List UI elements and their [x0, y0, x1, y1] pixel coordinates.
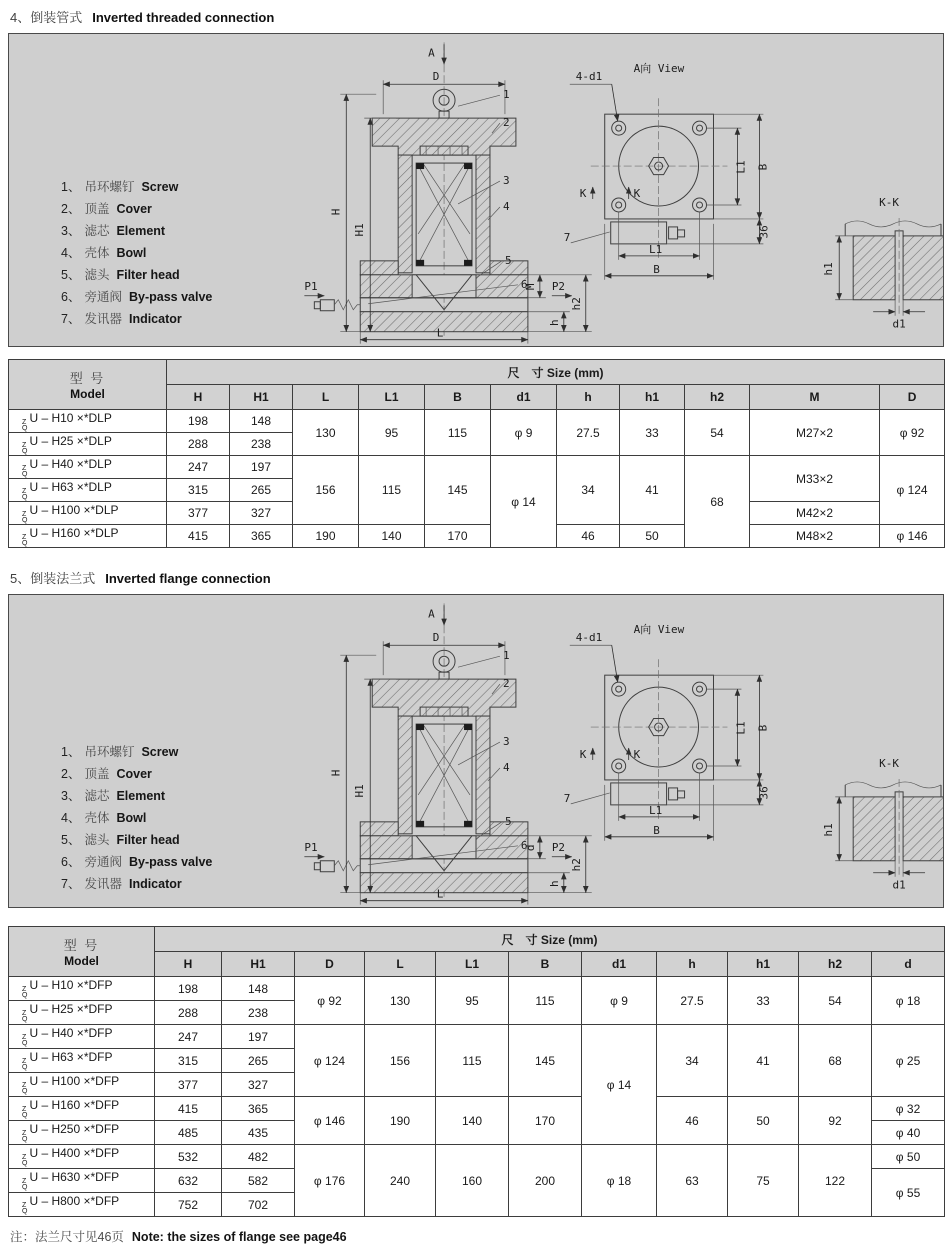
- col-header: L: [293, 385, 359, 410]
- model-cell: Z Q U – H25 ×*DLP: [9, 433, 167, 456]
- table-row: Z Q U – H160 ×*DLP 415 365 190 140 170 46 50 M48×2 φ 146: [9, 525, 945, 548]
- model-cell: Z Q U – H63 ×*DLP: [9, 479, 167, 502]
- parts-item: 4、 壳体 Bowl: [61, 246, 147, 260]
- model-cell: Z Q U – H100 ×*DLP: [9, 502, 167, 525]
- footnote-zh: 注：法兰尺寸见46页: [10, 1230, 124, 1244]
- col-header: M: [750, 385, 880, 410]
- parts-item: 1、 吊环螺钉 Screw: [61, 745, 179, 759]
- svg-text:B: B: [653, 823, 660, 837]
- parts-item: 2、 顶盖 Cover: [61, 202, 152, 216]
- svg-text:K: K: [579, 186, 587, 200]
- col-header: h2: [799, 952, 872, 977]
- svg-text:6: 6: [520, 277, 528, 291]
- svg-text:A向 View: A向 View: [633, 62, 685, 76]
- svg-text:h2: h2: [569, 858, 583, 872]
- col-header: H: [155, 952, 222, 977]
- model-cell: Z Q U – H160 ×*DFP: [9, 1097, 155, 1121]
- table-row: Z Q U – H630 ×*DFP 632 582 φ 55: [9, 1169, 945, 1193]
- svg-text:A: A: [428, 46, 435, 60]
- model-cell: Z Q U – H100 ×*DFP: [9, 1073, 155, 1097]
- col-header: H: [167, 385, 230, 410]
- svg-text:P2: P2: [551, 840, 566, 854]
- col-header: h1: [728, 952, 799, 977]
- svg-text:h: h: [547, 319, 561, 327]
- svg-text:P2: P2: [551, 279, 566, 293]
- size-header: 尺 寸 Size (mm): [167, 360, 945, 385]
- svg-text:B: B: [653, 262, 660, 276]
- col-header: h1: [620, 385, 685, 410]
- svg-text:M: M: [523, 283, 537, 291]
- col-header: L: [365, 952, 436, 977]
- col-header: h: [657, 952, 728, 977]
- parts-list: [61, 745, 212, 899]
- svg-text:5: 5: [504, 814, 512, 828]
- svg-text:A向 View: A向 View: [633, 623, 685, 637]
- svg-text:L1: L1: [649, 242, 663, 256]
- svg-text:H1: H1: [353, 223, 367, 237]
- svg-text:7: 7: [563, 791, 571, 805]
- model-cell: Z Q U – H40 ×*DFP: [9, 1025, 155, 1049]
- section5-title-en: Inverted flange connection: [105, 571, 271, 586]
- footnote-en: Note: the sizes of flange see page46: [131, 1230, 347, 1244]
- table-row: Z Q U – H25 ×*DFP 288 238: [9, 1001, 945, 1025]
- svg-text:H: H: [329, 208, 343, 216]
- svg-text:B: B: [756, 724, 770, 732]
- svg-text:3: 3: [502, 735, 510, 749]
- table-row: Z Q U – H63 ×*DFP 315 265: [9, 1049, 945, 1073]
- table-row: Z Q U – H160 ×*DFP 415 365 φ 146 190 140 170 46 50 92 φ 32: [9, 1097, 945, 1121]
- table-row: Z Q U – H100 ×*DFP 377 327: [9, 1073, 945, 1097]
- svg-text:h: h: [547, 880, 561, 888]
- parts-item: 7、 发讯器 Indicator: [61, 312, 182, 326]
- table-row: Z Q U – H10 ×*DLP 198 148 130 95 115 φ 9 27.5 33 54 M27×2 φ 92: [9, 410, 945, 433]
- table-row: Z Q U – H63 ×*DLP 315 265: [9, 479, 945, 502]
- col-header: L1: [359, 385, 425, 410]
- col-header: H1: [222, 952, 295, 977]
- col-header: d: [872, 952, 945, 977]
- model-cell: Z Q U – H40 ×*DLP: [9, 456, 167, 479]
- model-cell: Z Q U – H630 ×*DFP: [9, 1169, 155, 1193]
- svg-text:P1: P1: [304, 840, 318, 854]
- svg-text:H: H: [329, 769, 343, 777]
- model-header: 型 号 Model: [9, 360, 167, 410]
- table-row: Z Q U – H800 ×*DFP 752 702: [9, 1193, 945, 1217]
- parts-item: 2、 顶盖 Cover: [61, 767, 152, 781]
- section5-title: [10, 568, 944, 587]
- svg-text:d1: d1: [892, 878, 906, 892]
- col-header: B: [509, 952, 582, 977]
- svg-text:h1: h1: [822, 262, 836, 276]
- table-row: Z Q U – H10 ×*DFP 198 148 φ 92 130 95 115 φ 9 27.5 33 54 φ 18: [9, 977, 945, 1001]
- svg-text:36: 36: [757, 225, 771, 239]
- col-header: h: [557, 385, 620, 410]
- parts-item: 3、 滤芯 Element: [61, 224, 166, 238]
- svg-text:3: 3: [502, 174, 510, 188]
- svg-text:36: 36: [757, 786, 771, 800]
- svg-text:K-K: K-K: [879, 195, 899, 209]
- svg-text:1: 1: [502, 649, 510, 663]
- parts-list: [61, 180, 212, 334]
- drawing-panel-threaded: [8, 33, 944, 347]
- svg-text:4-d1: 4-d1: [575, 70, 603, 84]
- model-cell: Z Q U – H160 ×*DLP: [9, 525, 167, 548]
- svg-text:4: 4: [502, 199, 510, 213]
- table-row: Z Q U – H40 ×*DFP 247 197 φ 124 156 115 145 φ 14 34 41 68 φ 25: [9, 1025, 945, 1049]
- drawing-panel-flange: [8, 594, 944, 908]
- model-cell: Z Q U – H400 ×*DFP: [9, 1145, 155, 1169]
- col-header: B: [425, 385, 491, 410]
- svg-text:K-K: K-K: [879, 756, 899, 770]
- svg-text:2: 2: [502, 116, 510, 130]
- section4-title: [10, 7, 944, 26]
- col-header: d1: [582, 952, 657, 977]
- svg-text:4-d1: 4-d1: [575, 631, 603, 645]
- svg-text:L: L: [436, 326, 444, 340]
- dfp-size-table: [8, 926, 945, 1217]
- svg-text:h2: h2: [569, 297, 583, 311]
- col-header: d1: [491, 385, 557, 410]
- svg-text:2: 2: [502, 677, 510, 691]
- svg-text:6: 6: [520, 838, 528, 852]
- parts-item: 5、 滤头 Filter head: [61, 833, 180, 847]
- col-header: H1: [230, 385, 293, 410]
- model-cell: Z Q U – H63 ×*DFP: [9, 1049, 155, 1073]
- svg-text:5: 5: [504, 253, 512, 267]
- table-row: Z Q U – H400 ×*DFP 532 482 φ 176 240 160 200 φ 18 63 75 122 φ 50: [9, 1145, 945, 1169]
- table-row: Z Q U – H40 ×*DLP 247 197 156 115 145 φ 14 34 41 68 M33×2 φ 124: [9, 456, 945, 479]
- section4-title-zh: 4、倒装管式: [10, 10, 83, 25]
- dlp-size-table: [8, 359, 945, 548]
- svg-text:1: 1: [502, 88, 510, 102]
- svg-text:K: K: [633, 186, 641, 200]
- model-cell: Z Q U – H25 ×*DFP: [9, 1001, 155, 1025]
- svg-text:K: K: [633, 747, 641, 761]
- svg-text:B: B: [756, 163, 770, 171]
- model-header: 型 号 Model: [9, 927, 155, 977]
- model-cell: Z Q U – H250 ×*DFP: [9, 1121, 155, 1145]
- model-cell: Z Q U – H800 ×*DFP: [9, 1193, 155, 1217]
- parts-item: 1、 吊环螺钉 Screw: [61, 180, 179, 194]
- parts-item: 5、 滤头 Filter head: [61, 268, 180, 282]
- svg-text:d1: d1: [892, 317, 906, 331]
- table-row: Z Q U – H25 ×*DLP 288 238: [9, 433, 945, 456]
- section4-title-en: Inverted threaded connection: [92, 10, 275, 25]
- svg-text:K: K: [579, 747, 587, 761]
- svg-text:h1: h1: [822, 823, 836, 837]
- svg-text:d: d: [523, 844, 537, 852]
- col-header: D: [295, 952, 365, 977]
- model-cell: Z Q U – H10 ×*DFP: [9, 977, 155, 1001]
- table-row: Z Q U – H250 ×*DFP 485 435 φ 40: [9, 1121, 945, 1145]
- svg-text:H1: H1: [353, 784, 367, 798]
- svg-text:P1: P1: [304, 279, 318, 293]
- table-row: Z Q U – H100 ×*DLP 377 327 M42×2: [9, 502, 945, 525]
- svg-text:D: D: [432, 70, 440, 84]
- footnote: [10, 1227, 944, 1245]
- parts-item: 6、 旁通阀 By-pass valve: [61, 855, 213, 869]
- svg-text:4: 4: [502, 760, 510, 774]
- svg-text:D: D: [432, 631, 440, 645]
- size-header: 尺 寸 Size (mm): [155, 927, 945, 952]
- section5-title-zh: 5、倒装法兰式: [10, 571, 96, 586]
- svg-text:7: 7: [563, 230, 571, 244]
- parts-item: 7、 发讯器 Indicator: [61, 877, 182, 891]
- parts-item: 4、 壳体 Bowl: [61, 811, 147, 825]
- col-header: L1: [436, 952, 509, 977]
- parts-item: 3、 滤芯 Element: [61, 789, 166, 803]
- svg-text:A: A: [428, 607, 435, 621]
- model-cell: Z Q U – H10 ×*DLP: [9, 410, 167, 433]
- svg-text:L1: L1: [734, 160, 748, 174]
- svg-text:L1: L1: [649, 803, 663, 817]
- col-header: D: [880, 385, 945, 410]
- col-header: h2: [685, 385, 750, 410]
- svg-text:L1: L1: [734, 721, 748, 735]
- svg-text:L: L: [436, 887, 444, 901]
- parts-item: 6、 旁通阀 By-pass valve: [61, 290, 213, 304]
